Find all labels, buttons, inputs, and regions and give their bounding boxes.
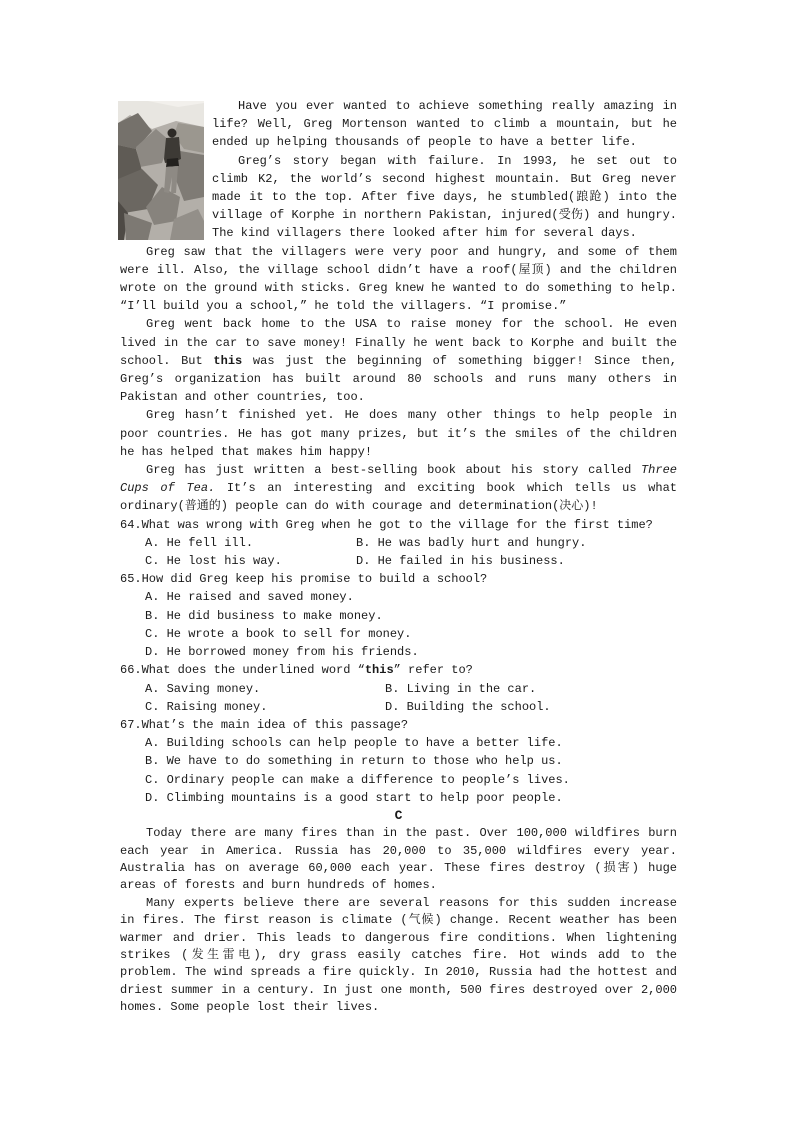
passage-b-paragraph-5 <box>120 406 677 461</box>
passage-b-paragraph-6 <box>120 461 677 516</box>
passage-b-paragraph-4 <box>120 315 677 406</box>
question-65-option-a: A. He raised and saved money. <box>145 590 354 605</box>
question-66-options-row-2 <box>120 698 677 716</box>
question-65-text: 65.How did Greg keep his promise to build a school? <box>120 572 488 587</box>
reading-passage-c <box>120 807 677 1017</box>
question-66-text <box>120 661 677 679</box>
question-64-option-c: C. He lost his way. <box>145 554 282 569</box>
question-67-option-d: D. Climbing mountains is a good start to help poor people. <box>145 790 563 805</box>
paragraph-text: It’s an interesting and exciting book which tells us what ordinary(普通的) people can do with courage and determination(决心)! <box>120 481 677 514</box>
paragraph-text: Many experts believe there are several reasons for this sudden increase in fires. The first reason is climate (气候) change. Recent weather has been warmer and drier. This leads to dangerous fire conditions. When lightening strikes (发生雷电), dry grass easily catches fire. Hot winds add to the problem. The wind spreads a fire quickly. In 2010, Russia had the hottest and driest summer in a century. In just one month, 500 fires destroyed over 2,000 homes. Some people lost their lives. <box>120 895 677 1015</box>
paragraph-text: Greg went back home to the USA to raise money for the school. He even lived in the car to save money! Finally he went back to Korphe and built the school. But <box>120 317 677 368</box>
question-64-options-row-2 <box>120 552 677 570</box>
question-67 <box>120 716 677 807</box>
paragraph-text: Greg hasn’t finished yet. He does many other things to help people in poor countries. He has got many prizes, but it’s the smiles of the children he has helped that makes him happy! <box>120 408 677 459</box>
quoted-word-this: this <box>364 663 394 678</box>
paragraph-text: Today there are many fires than in the past. Over 100,000 wildfires burn each year in America. Russia has 20,000 to 35,000 wildfires every year. Australia has on average 60,000 each year. These fires destroy (损害) huge areas of forests and burn hundreds of homes. <box>120 826 677 893</box>
question-66-option-b: B. Living in the car. <box>385 681 537 696</box>
paragraph-text: was just the beginning of something bigger! Since then, Greg’s organization has built around 80 schools and runs many others in Pakistan and other countries, too. <box>120 353 677 405</box>
question-text: 66.What does the underlined word “ <box>120 663 365 678</box>
question-64-text: 64.What was wrong with Greg when he got to the village for the first time? <box>120 517 653 532</box>
question-66-option-c: C. Raising money. <box>145 699 268 714</box>
reading-passage-b <box>120 97 677 1017</box>
question-66-option-d: D. Building the school. <box>385 699 551 714</box>
question-65-option-d: D. He borrowed money from his friends. <box>145 645 419 660</box>
question-65-option-c: C. He wrote a book to sell for money. <box>145 626 412 641</box>
question-64-option-a: A. He fell ill. <box>145 535 254 550</box>
paragraph-text: Greg has just written a best-selling book about his story called <box>146 463 641 478</box>
question-64-options-row-1 <box>120 534 677 552</box>
climber-photo-image <box>118 101 204 240</box>
passage-c-paragraph-1 <box>120 825 677 895</box>
question-text: ” refer to? <box>393 663 473 678</box>
question-67-option-c: C. Ordinary people can make a difference to people’s lives. <box>145 772 570 787</box>
question-64 <box>120 516 677 571</box>
question-64-option-b: B. He was badly hurt and hungry. <box>356 535 587 550</box>
passage-c-paragraph-2 <box>120 895 677 1017</box>
paragraph-text: Greg’s story began with failure. In 1993, he set out to climb K2, the world’s second highest mountain. But Greg never made it to the top. After five days, he stumbled(踉跄) into the village of Korphe in northern Pakistan, injured(受伤) and hungry. The kind villagers there looked after him for several days. <box>212 153 677 241</box>
question-67-option-b: B. We have to do something in return to those who help us. <box>145 754 563 769</box>
section-c-heading: C <box>394 807 403 823</box>
passage-b-paragraph-3 <box>120 243 677 316</box>
book-title: Three Cups of Tea. <box>120 463 677 496</box>
question-66-options-row-1 <box>120 680 677 698</box>
question-65 <box>120 570 677 661</box>
question-64-option-d: D. He failed in his business. <box>356 554 565 569</box>
question-67-option-a: A. Building schools can help people to have a better life. <box>145 736 563 751</box>
question-65-option-b: B. He did business to make money. <box>145 608 383 623</box>
paragraph-text: Greg saw that the villagers were very poor and hungry, and some of them were ill. Also, the village school didn’t have a roof(屋顶) and the children wrote on the ground with sticks. Greg knew he wanted to do something to help. “I’ll build you a school,” he told the villagers. “I promise.” <box>120 244 677 314</box>
question-66-option-a: A. Saving money. <box>145 681 261 696</box>
climber-photo <box>118 101 204 240</box>
paragraph-text: Have you ever wanted to achieve something really amazing in life? Well, Greg Mortenson wanted to climb a mountain, but he ended up helping thousands of people to have a better life. <box>212 99 677 150</box>
underlined-word-this: this <box>213 353 243 368</box>
question-67-text: 67.What’s the main idea of this passage? <box>120 717 409 732</box>
question-66 <box>120 661 677 716</box>
